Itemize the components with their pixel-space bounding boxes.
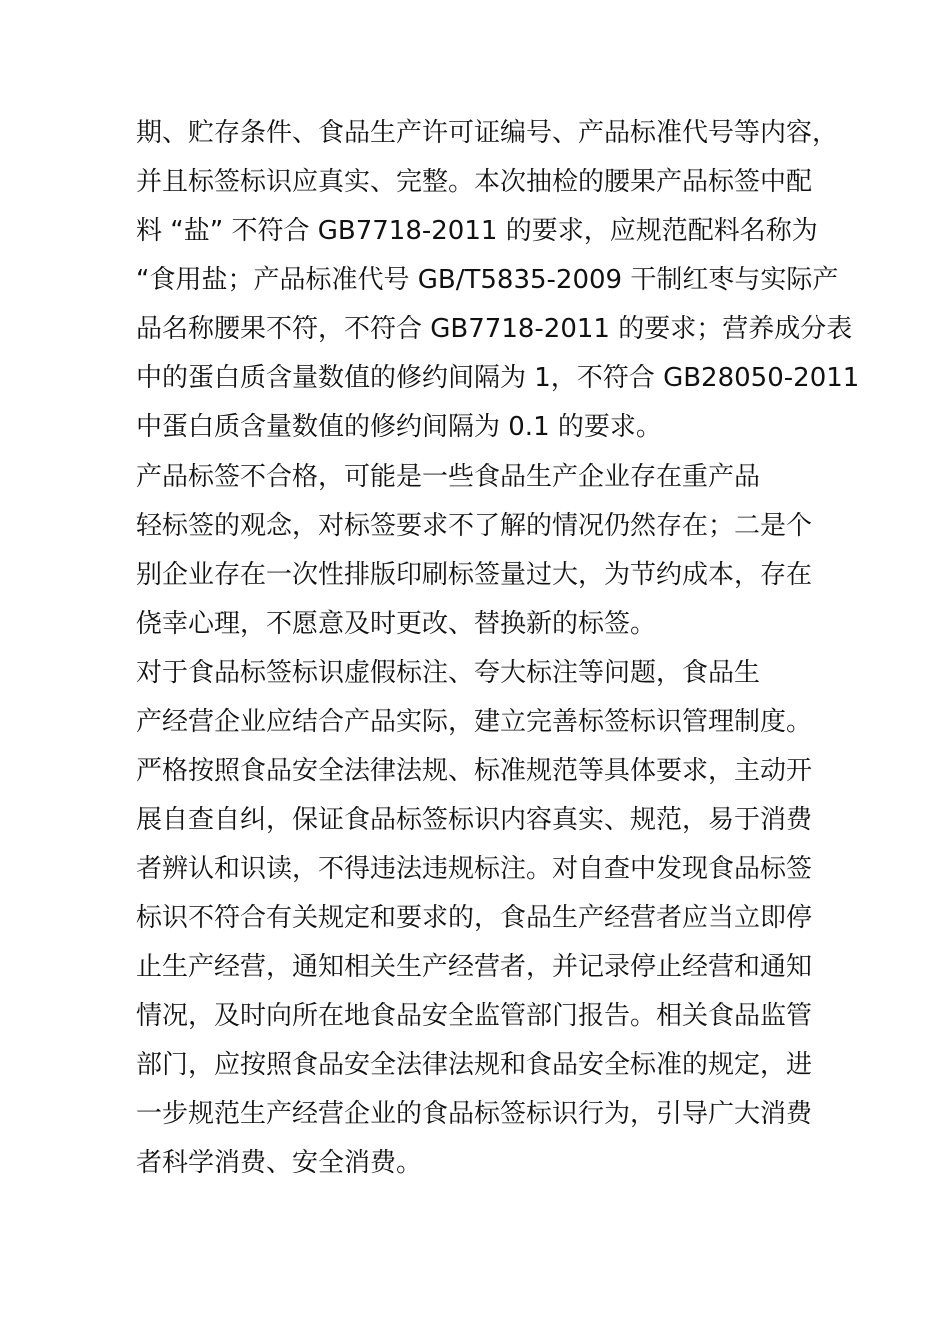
text-line: 料 “盐” 不符合 GB7718-2011 的要求，应规范配料名称为	[136, 216, 818, 246]
text-line: 侥幸心理，不愿意及时更改、替换新的标签。	[136, 609, 657, 639]
text-line: 对于食品标签标识虚假标注、夸大标注等问题，食品生	[136, 658, 761, 688]
text-line: 者辨认和识读，不得违法违规标注。对自查中发现食品标签	[136, 854, 813, 884]
text-line: 情况，及时向所在地食品安全监管部门报告。相关食品监管	[136, 1001, 813, 1031]
text-line: 中蛋白质含量数值的修约间隔为 0.1 的要求。	[136, 412, 662, 442]
text-line: 止生产经营，通知相关生产经营者，并记录停止经营和通知	[136, 952, 813, 982]
text-line: 标识不符合有关规定和要求的，食品生产经营者应当立即停	[136, 903, 813, 933]
text-line: 轻标签的观念，对标签要求不了解的情况仍然存在；二是个	[136, 511, 813, 541]
text-line: 期、贮存条件、食品生产许可证编号、产品标准代号等内容，	[136, 118, 839, 148]
text-line: 产经营企业应结合产品实际，建立完善标签标识管理制度。	[136, 707, 813, 737]
text-line: “食用盐；产品标准代号 GB/T5835-2009 干制红枣与实际产	[136, 265, 839, 295]
text-line: 别企业存在一次性排版印刷标签量过大，为节约成本，存在	[136, 560, 813, 590]
text-line: 者科学消费、安全消费。	[136, 1148, 423, 1178]
text-line: 品名称腰果不符，不符合 GB7718-2011 的要求；营养成分表	[136, 314, 853, 344]
text-line: 严格按照食品安全法律法规、标准规范等具体要求，主动开	[136, 756, 813, 786]
text-line: 中的蛋白质含量数值的修约间隔为 1，不符合 GB28050-2011	[136, 363, 860, 393]
text-line: 并且标签标识应真实、完整。本次抽检的腰果产品标签中配	[136, 167, 813, 197]
text-line: 一步规范生产经营企业的食品标签标识行为，引导广大消费	[136, 1099, 813, 1129]
text-line: 展自查自纠，保证食品标签标识内容真实、规范，易于消费	[136, 805, 813, 835]
text-line: 产品标签不合格，可能是一些食品生产企业存在重产品	[136, 462, 761, 492]
text-line: 部门，应按照食品安全法律法规和食品安全标准的规定，进	[136, 1050, 813, 1080]
